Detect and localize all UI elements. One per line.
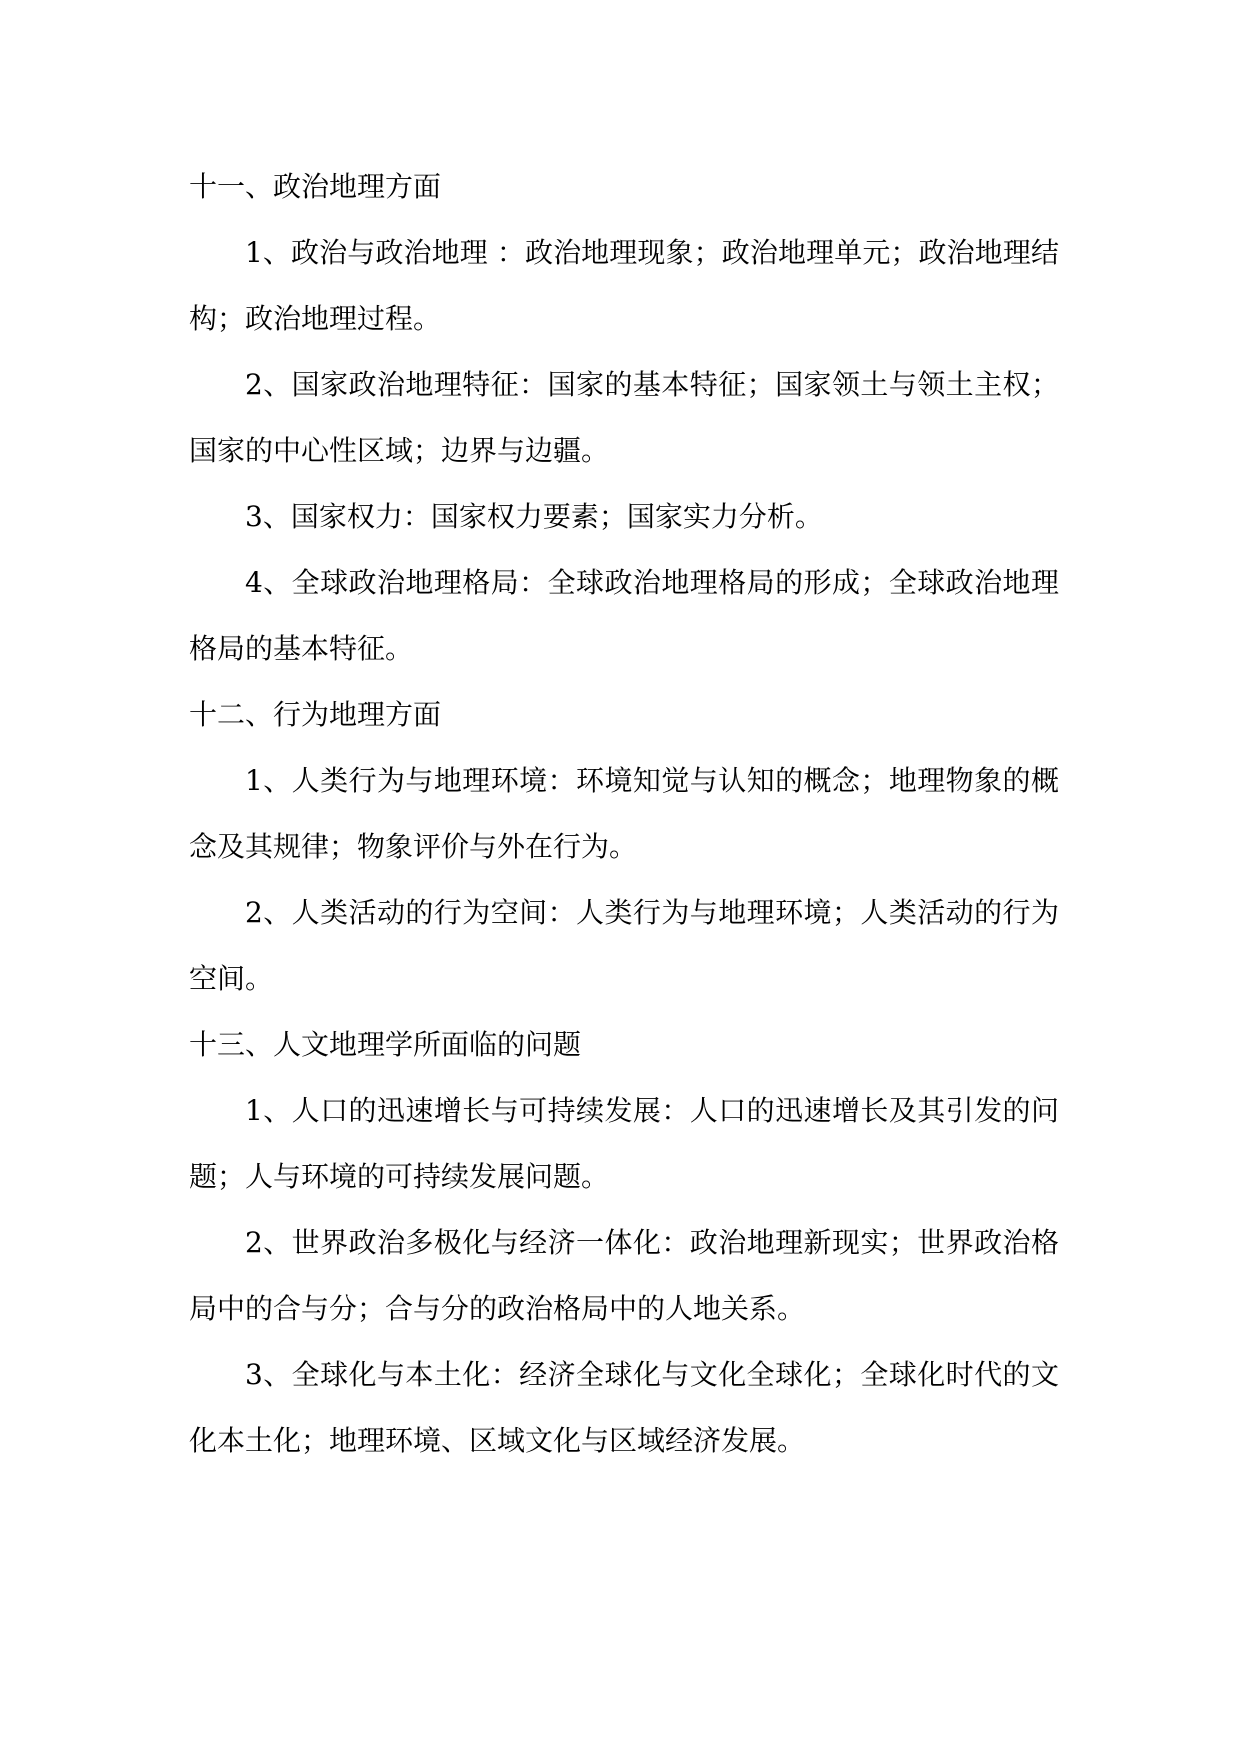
section-political-geography bbox=[189, 154, 1059, 682]
section-item: 2、世界政治多极化与经济一体化：政治地理新现实；世界政治格局中的合与分；合与分的政治格局中的人地关系。 bbox=[189, 1226, 1059, 1325]
section-heading: 十二、行为地理方面 bbox=[189, 698, 442, 731]
section-item: 3、全球化与本土化：经济全球化与文化全球化；全球化时代的文化本土化；地理环境、区域文化与区域经济发展。 bbox=[189, 1358, 1059, 1457]
section-heading: 十三、人文地理学所面临的问题 bbox=[189, 1028, 582, 1061]
document-body bbox=[189, 154, 1059, 1474]
section-human-geography-issues bbox=[189, 1012, 1059, 1474]
section-behavioral-geography bbox=[189, 682, 1059, 1012]
section-item: 3、国家权力：国家权力要素；国家实力分析。 bbox=[245, 500, 823, 533]
section-item: 1、人口的迅速增长与可持续发展：人口的迅速增长及其引发的问题；人与环境的可持续发展问题。 bbox=[189, 1094, 1059, 1193]
section-item: 2、人类活动的行为空间：人类行为与地理环境；人类活动的行为空间。 bbox=[189, 896, 1059, 995]
section-item: 1、政治与政治地理 ：政治地理现象；政治地理单元；政治地理结构；政治地理过程。 bbox=[189, 236, 1059, 335]
section-item: 4、全球政治地理格局：全球政治地理格局的形成；全球政治地理格局的基本特征。 bbox=[189, 566, 1059, 665]
section-heading: 十一、政治地理方面 bbox=[189, 170, 442, 203]
section-item: 2、国家政治地理特征：国家的基本特征；国家领土与领土主权；国家的中心性区域；边界与边疆。 bbox=[189, 368, 1059, 467]
section-item: 1、人类行为与地理环境：环境知觉与认知的概念；地理物象的概念及其规律；物象评价与外在行为。 bbox=[189, 764, 1059, 863]
